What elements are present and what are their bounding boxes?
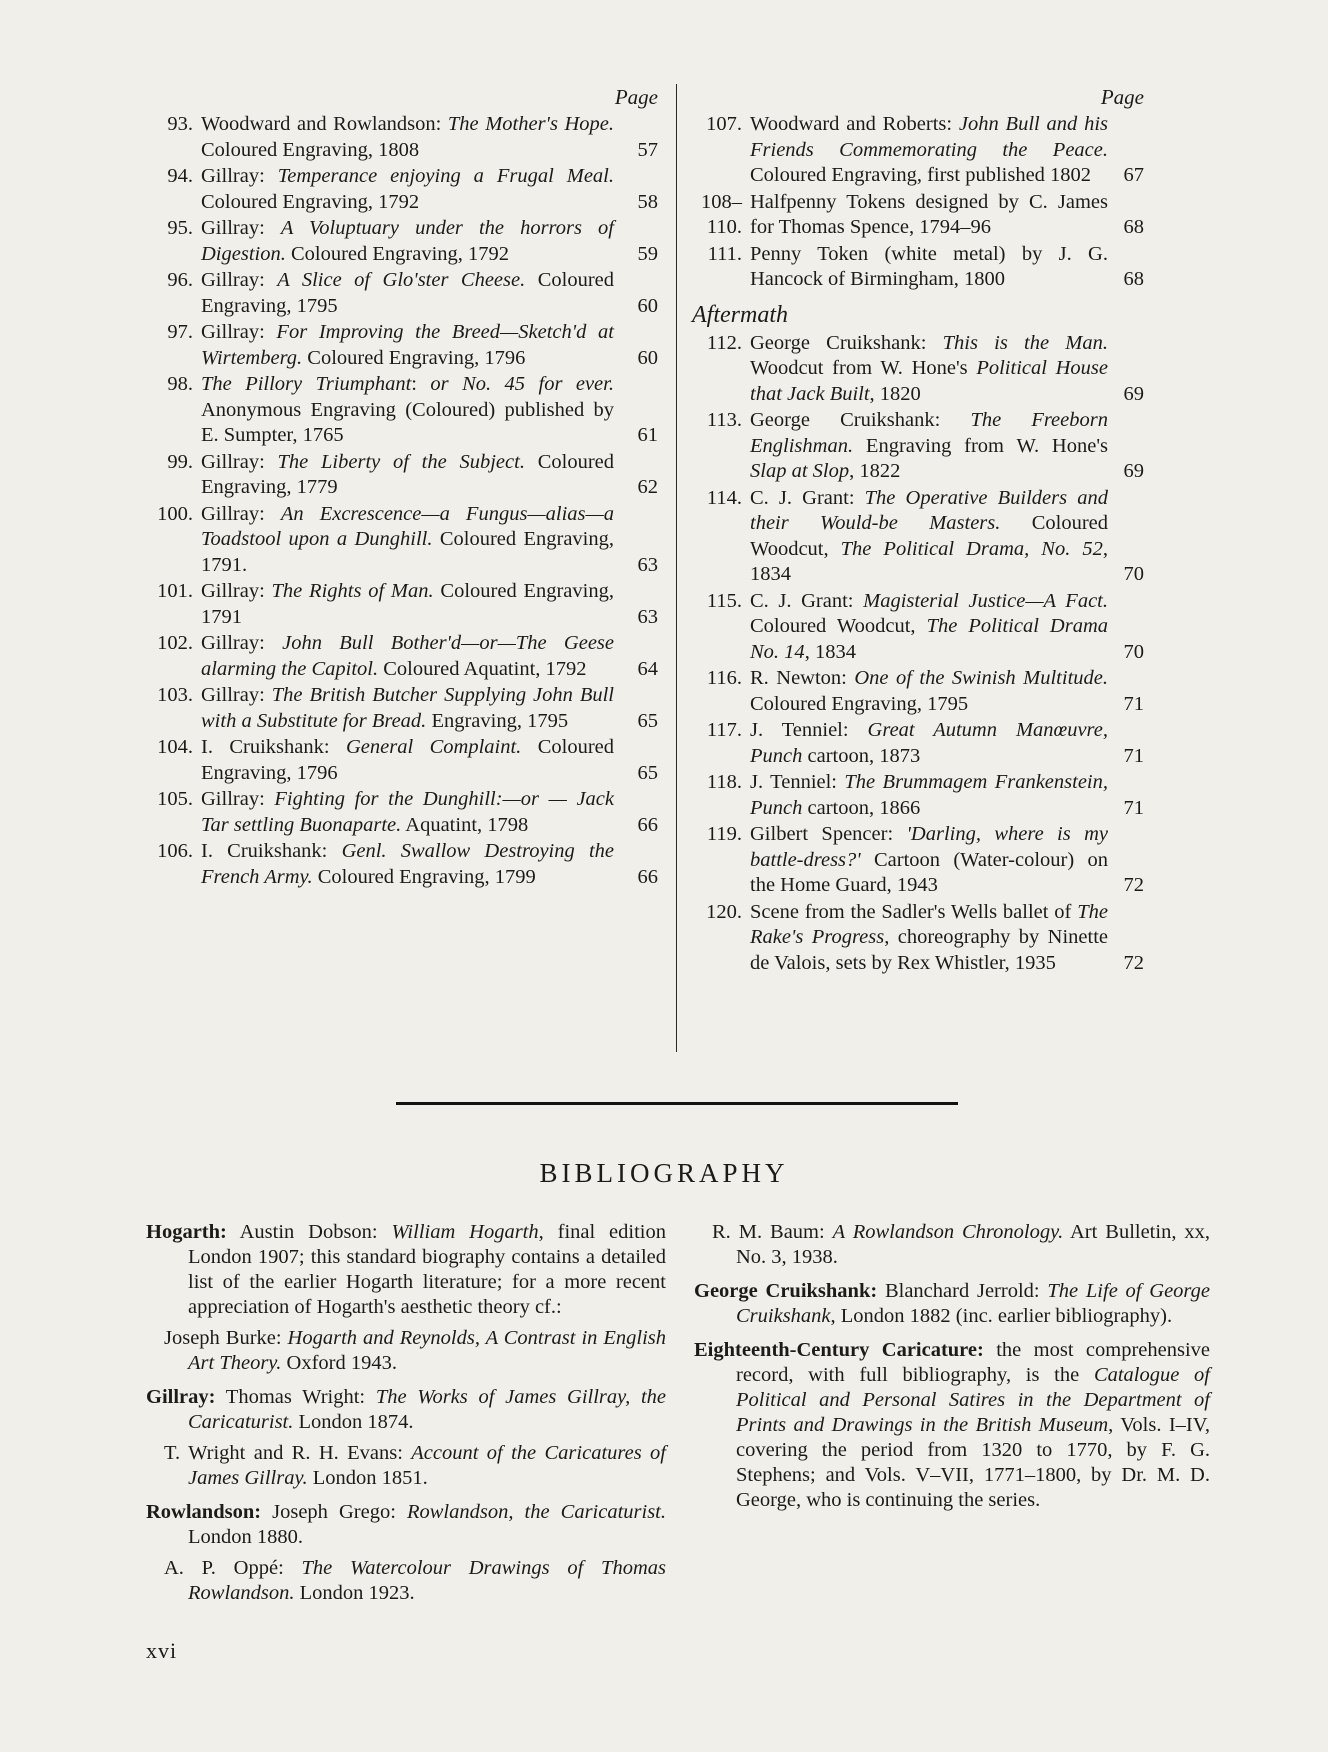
entry-text: Scene from the Sadler's Wells ballet of (750, 900, 1078, 923)
page-number: 72 (1123, 874, 1144, 896)
bibliography-subject: Gillray: (146, 1386, 216, 1408)
plate-number: 102. (157, 632, 193, 654)
plate-entry (148, 372, 658, 449)
plate-number: 94. (167, 165, 193, 187)
italic-title-text: Great Autumn Manœuvre, Punch (750, 719, 1108, 767)
bibliography-entry (146, 1500, 666, 1550)
bibliography-title: BIBLIOGRAPHY (539, 1158, 789, 1188)
plate-description (201, 631, 614, 682)
italic-title-text: Magisterial Justice—A Fact. (863, 589, 1109, 612)
bibliography-entry (146, 1220, 666, 1320)
plate-description (750, 112, 1108, 189)
page-number: 61 (637, 424, 658, 446)
italic-title-text: The Freeborn Englishman. (750, 409, 1108, 457)
illustrations-list-right (688, 82, 1144, 977)
plate-entry (148, 502, 658, 579)
entry-text: Gillray: (201, 580, 272, 602)
entry-text: , final edition London 1907; this standard biography contains a detailed list of the earlier Hogarth literature; for a more recent appreciation of Hogarth's aesthetic theory cf.: (188, 1221, 666, 1318)
plate-description (750, 331, 1108, 408)
page-number: 64 (637, 657, 658, 680)
italic-title-text: Rowlandson, the Caricaturist. (406, 1501, 667, 1523)
plate-entry (688, 486, 1144, 588)
plate-entry (688, 718, 1144, 769)
italic-title-text: The Works of James Gillray, the Caricaturist. (188, 1386, 666, 1433)
plate-number: 115. (706, 589, 742, 612)
entry-text: Aquatint, 1798 (401, 813, 529, 836)
entry-text: Joseph Burke: (164, 1327, 288, 1349)
italic-title-text: The Political Drama, No. 52 (840, 537, 1103, 560)
plate-entry (148, 735, 658, 786)
entry-text: Oxford 1943. (281, 1352, 397, 1374)
plate-number: 112. (706, 331, 742, 354)
plate-entry (148, 683, 658, 734)
plate-entry (148, 268, 658, 319)
plate-entry (688, 822, 1144, 899)
entry-text: Blanchard Jerrold: (877, 1280, 1048, 1302)
section-heading-aftermath: Aftermath (692, 301, 788, 328)
italic-title-text: The Liberty of the Subject. (277, 450, 525, 473)
entry-text: I. Cruikshank: (201, 840, 342, 862)
italic-title-text: The Brummagem Frankenstein, Punch (750, 771, 1108, 819)
italic-title-text: 'Darling, where is my battle-dress?' (750, 823, 1108, 871)
plate-description (201, 450, 614, 501)
plate-entry (688, 589, 1144, 666)
italic-title-text: William Hogarth (391, 1221, 539, 1243)
entry-text: Gilbert Spencer: (750, 823, 907, 845)
entry-text: Gillray: (201, 450, 278, 473)
page-number: 72 (1123, 951, 1144, 974)
bibliography-entry (694, 1279, 1210, 1329)
plate-entry (688, 408, 1144, 485)
entry-text: , choreography by Ninette de Valois, sets by Rex Whistler, 1935 (750, 926, 1108, 974)
page-number: 66 (637, 813, 658, 836)
entry-text: George Cruikshank: (750, 409, 971, 431)
bibliography-entry (694, 1338, 1210, 1513)
section-divider (396, 1102, 958, 1105)
page-number: 66 (637, 865, 658, 888)
entry-text: , 1820 (869, 382, 921, 405)
bibliography-subentry (146, 1556, 666, 1606)
entry-text: J. Tenniel: (750, 771, 845, 793)
italic-title-text: A Rowlandson Chronology. (832, 1221, 1064, 1243)
entry-text: Coloured Engraving, 1795 (201, 269, 614, 317)
plate-number: 120. (706, 900, 742, 923)
entry-text: Engraving from W. Hone's (853, 434, 1108, 457)
plate-entry (688, 770, 1144, 821)
italic-title-text: General Complaint. (346, 736, 522, 758)
entry-text: Engraving, 1795 (426, 709, 569, 732)
plate-number: 103. (157, 684, 193, 706)
italic-title-text: Genl. Swallow Destroying the French Army. (201, 840, 614, 888)
plate-number: 106. (157, 840, 193, 862)
entry-list (688, 331, 1144, 977)
bibliography-subject: Eighteenth-Century Caricature: (694, 1339, 984, 1361)
plate-description (201, 787, 614, 838)
plate-number: 96. (167, 269, 193, 291)
plate-entry (688, 112, 1144, 189)
plate-number: 111. (707, 242, 742, 265)
entry-text: Coloured Engraving, 1792 (285, 242, 510, 265)
entry-text: Thomas Wright: (215, 1386, 376, 1408)
italic-title-text: The Watercolour Drawings of Thomas Rowlandson. (188, 1557, 666, 1604)
italic-title-text: The Rake's Progress (750, 900, 1108, 948)
page-number: 69 (1123, 382, 1144, 405)
plate-description (750, 408, 1108, 485)
plate-description (750, 666, 1108, 717)
italic-title-text: Account of the Caricatures of James Gillray. (188, 1442, 666, 1489)
bibliography-right-column (694, 1220, 1210, 1522)
entry-text: Coloured Engraving, first published 1802 (750, 164, 1092, 186)
page-number: 60 (637, 346, 658, 369)
plate-number: 95. (167, 217, 193, 239)
entry-text: Gillray: (201, 632, 283, 654)
italic-title-text: John Bull and his Friends Commemorating the Peace. (750, 113, 1108, 161)
bibliography-subentry (694, 1220, 1210, 1270)
entry-text: Coloured Engraving, 1791. (201, 528, 614, 576)
page-number: 65 (637, 761, 658, 784)
italic-title-text: Slap at Slop (750, 460, 850, 482)
entry-text: London 1851. (307, 1467, 428, 1489)
italic-title-text: A Voluptuary under the horrors of Digestion. (201, 217, 614, 265)
entry-text: A. P. Oppé: (164, 1557, 302, 1579)
plate-number: 105. (157, 788, 193, 810)
plate-number: 113. (706, 409, 742, 431)
entry-text: , 1834 (750, 537, 1108, 585)
entry-text: Gillray: (201, 269, 278, 291)
bibliography-entry (146, 1385, 666, 1435)
page-number: 63 (637, 605, 658, 628)
entry-text: Gillray: (201, 502, 281, 525)
entry-text: Coloured Engraving, 1779 (201, 450, 615, 498)
italic-title-text: Temperance enjoying a Frugal Meal. (277, 165, 614, 187)
plate-description (750, 770, 1108, 821)
plate-description (201, 372, 614, 449)
plate-number: 100. (157, 502, 193, 525)
italic-title-text: Catalogue of Political and Personal Satires in the Department of Prints and Drawings in the British Museum (736, 1364, 1211, 1436)
entry-text: : (411, 373, 431, 395)
plate-number: 104. (157, 736, 193, 758)
plate-description (750, 822, 1108, 899)
bibliography-subentry (146, 1326, 666, 1376)
italic-title-text: John Bull Bother'd—or—The Geese alarming the Capitol. (201, 632, 615, 680)
entry-text: Austin Dobson: (226, 1221, 392, 1243)
plate-entry (148, 320, 658, 371)
entry-text: , Vols. I–IV, covering the period from 1320 to 1770, by F. G. Stephens; and Vols. V–VII, 1771–1800, by Dr. M. D. George, who is continuing the series. (736, 1414, 1211, 1511)
entry-text: London 1923. (294, 1582, 415, 1604)
bibliography-left-column (146, 1220, 666, 1615)
bibliography-subject: Rowlandson: (146, 1501, 262, 1523)
italic-title-text: The Operative Builders and their Would-be Masters. (750, 486, 1108, 534)
plate-description (201, 683, 614, 734)
column-rule (676, 84, 677, 1052)
plate-entry (148, 839, 658, 890)
entry-text: , London 1882 (inc. earlier bibliography). (830, 1305, 1173, 1327)
page-number: 58 (637, 190, 658, 213)
entry-text: R. Newton: (750, 667, 855, 689)
entry-text: Coloured Engraving, 1796 (201, 736, 614, 784)
entry-text: C. J. Grant: (750, 486, 865, 509)
entry-text: Coloured Engraving, 1791 (201, 580, 614, 628)
entry-list (688, 112, 1144, 293)
entry-text: Gillray: (201, 321, 277, 343)
plate-number: 118. (706, 771, 742, 793)
italic-title-text: The Mother's Hope. (447, 113, 615, 135)
plate-description (201, 735, 614, 786)
entry-text: Coloured Aquatint, 1792 (378, 657, 587, 680)
plate-description (750, 190, 1108, 241)
entry-text: George Cruikshank: (750, 331, 943, 354)
entry-text: I. Cruikshank: (201, 736, 346, 758)
entry-text: Penny Token (white metal) by J. G. Hancock of Birmingham, 1800 (750, 242, 1108, 290)
entry-text: C. J. Grant: (750, 589, 864, 612)
plate-description (201, 579, 614, 630)
plate-number: 99. (167, 450, 193, 473)
italic-title-text: The Pillory Triumphant (201, 373, 412, 395)
italic-title-text: One of the Swinish Multitude. (854, 667, 1108, 689)
page-column-heading: Page (614, 85, 658, 109)
plate-description (750, 718, 1108, 769)
illustrations-list-left (148, 82, 658, 891)
entry-text: cartoon, 1873 (802, 744, 921, 767)
entry-text: the most comprehensive record, with full bibliography, is the (736, 1339, 1210, 1386)
entry-text: Gillray: (201, 684, 272, 706)
entry-text: R. M. Baum: (712, 1221, 833, 1243)
entry-text: London 1874. (293, 1411, 414, 1433)
plate-entry (688, 190, 1144, 241)
entry-text: Joseph Grego: (261, 1501, 407, 1523)
plate-number: 98. (167, 373, 193, 395)
page-number: 68 (1123, 268, 1144, 290)
plate-entry (148, 112, 658, 163)
entry-text: Woodward and Roberts: (750, 113, 959, 135)
page-column-heading: Page (1100, 85, 1144, 109)
plate-description (201, 502, 614, 579)
entry-text: Gillray: (201, 165, 278, 187)
entry-list (148, 112, 658, 890)
entry-text: Woodcut from W. Hone's (750, 357, 977, 379)
italic-title-text: Fighting for the Dunghill:—or — Jack Tar settling Buonaparte. (201, 788, 615, 836)
page-number: 67 (1123, 164, 1144, 186)
page-folio: xvi (146, 1638, 178, 1663)
plate-entry (148, 631, 658, 682)
entry-text: J. Tenniel: (750, 719, 868, 741)
entry-text: Coloured Engraving, 1796 (302, 346, 526, 369)
plate-number: 116. (706, 667, 742, 689)
entry-text: Gillray: (201, 217, 281, 239)
plate-number: 108–110. (701, 190, 742, 238)
plate-entry (148, 787, 658, 838)
entry-text: Halfpenny Tokens designed by C. James for Thomas Spence, 1794–96 (750, 190, 1108, 238)
entry-text: Coloured Woodcut, (750, 512, 1108, 560)
page-number: 65 (637, 709, 658, 732)
page-number: 71 (1123, 796, 1144, 819)
italic-title-text: This is the Man. (942, 331, 1108, 354)
page-number: 59 (637, 242, 658, 265)
plate-description (201, 839, 614, 890)
page-number: 62 (637, 476, 658, 498)
plate-number: 117. (706, 719, 742, 741)
italic-title-text: Political House that Jack Built (750, 357, 1108, 405)
page-number: 70 (1123, 563, 1144, 585)
page-number: 60 (637, 294, 658, 317)
bibliography-subentry (146, 1441, 666, 1491)
italic-title-text: For Improving the Breed—Sketch'd at Wirtemberg. (201, 321, 614, 369)
plate-description (201, 320, 614, 371)
plate-entry (688, 242, 1144, 293)
entry-text: Cartoon (Water-colour) on the Home Guard, 1943 (750, 848, 1108, 896)
italic-title-text: An Excrescence—a Fungus—alias—a Toadstool upon a Dunghill. (201, 502, 615, 550)
plate-entry (148, 450, 658, 501)
plate-entry (148, 216, 658, 267)
entry-text: Art Bulletin, xx, No. 3, 1938. (736, 1221, 1211, 1268)
entry-text: Anonymous Engraving (Coloured) published by E. Sumpter, 1765 (201, 398, 614, 446)
plate-number: 101. (157, 580, 193, 602)
plate-number: 119. (706, 823, 742, 845)
plate-entry (148, 579, 658, 630)
entry-text: Woodward and Rowlandson: (201, 113, 448, 135)
plate-description (201, 164, 614, 215)
plate-description (201, 268, 614, 319)
italic-title-text: Hogarth and Reynolds, A Contrast in English Art Theory. (188, 1327, 666, 1374)
italic-title-text: The British Butcher Supplying John Bull with a Substitute for Bread. (201, 684, 614, 732)
entry-text: Gillray: (201, 788, 275, 810)
entry-text: Coloured Engraving, 1792 (201, 190, 420, 213)
page-number: 63 (637, 553, 658, 576)
plate-entry (688, 666, 1144, 717)
plate-entry (688, 331, 1144, 408)
plate-description (750, 900, 1108, 977)
page-number: 71 (1123, 744, 1144, 767)
entry-text: , 1834 (804, 640, 856, 663)
plate-number: 93. (167, 113, 193, 135)
page-number: 71 (1123, 692, 1144, 715)
entry-text: Coloured Engraving, 1808 (201, 138, 420, 161)
italic-title-text: or No. 45 for ever. (430, 373, 614, 395)
plate-description (201, 112, 614, 163)
plate-entry (148, 164, 658, 215)
plate-description (750, 589, 1108, 666)
plate-number: 97. (167, 321, 193, 343)
entry-text: , 1822 (849, 460, 901, 482)
plate-number: 114. (706, 486, 742, 509)
page-number: 70 (1123, 640, 1144, 663)
entry-text: London 1880. (188, 1526, 304, 1548)
plate-number: 107. (706, 113, 742, 135)
plate-description (750, 242, 1108, 293)
plate-description (201, 216, 614, 267)
bibliography-subject: George Cruikshank: (694, 1280, 878, 1302)
entry-text: Coloured Engraving, 1795 (750, 692, 969, 715)
page-number: 68 (1123, 216, 1144, 238)
italic-title-text: The Life of George Cruikshank (736, 1280, 1210, 1327)
italic-title-text: The Rights of Man. (271, 580, 434, 602)
plate-entry (688, 900, 1144, 977)
bibliography-subject: Hogarth: (146, 1221, 227, 1243)
italic-title-text: A Slice of Glo'ster Cheese. (277, 269, 526, 291)
plate-description (750, 486, 1108, 588)
entry-text: Coloured Engraving, 1799 (312, 865, 536, 888)
page-number: 57 (637, 138, 658, 161)
entry-text: Coloured Woodcut, (750, 615, 927, 637)
page-number: 69 (1123, 460, 1144, 482)
entry-text: T. Wright and R. H. Evans: (164, 1442, 412, 1464)
entry-text: cartoon, 1866 (802, 796, 921, 819)
italic-title-text: The Political Drama No. 14 (750, 615, 1108, 663)
